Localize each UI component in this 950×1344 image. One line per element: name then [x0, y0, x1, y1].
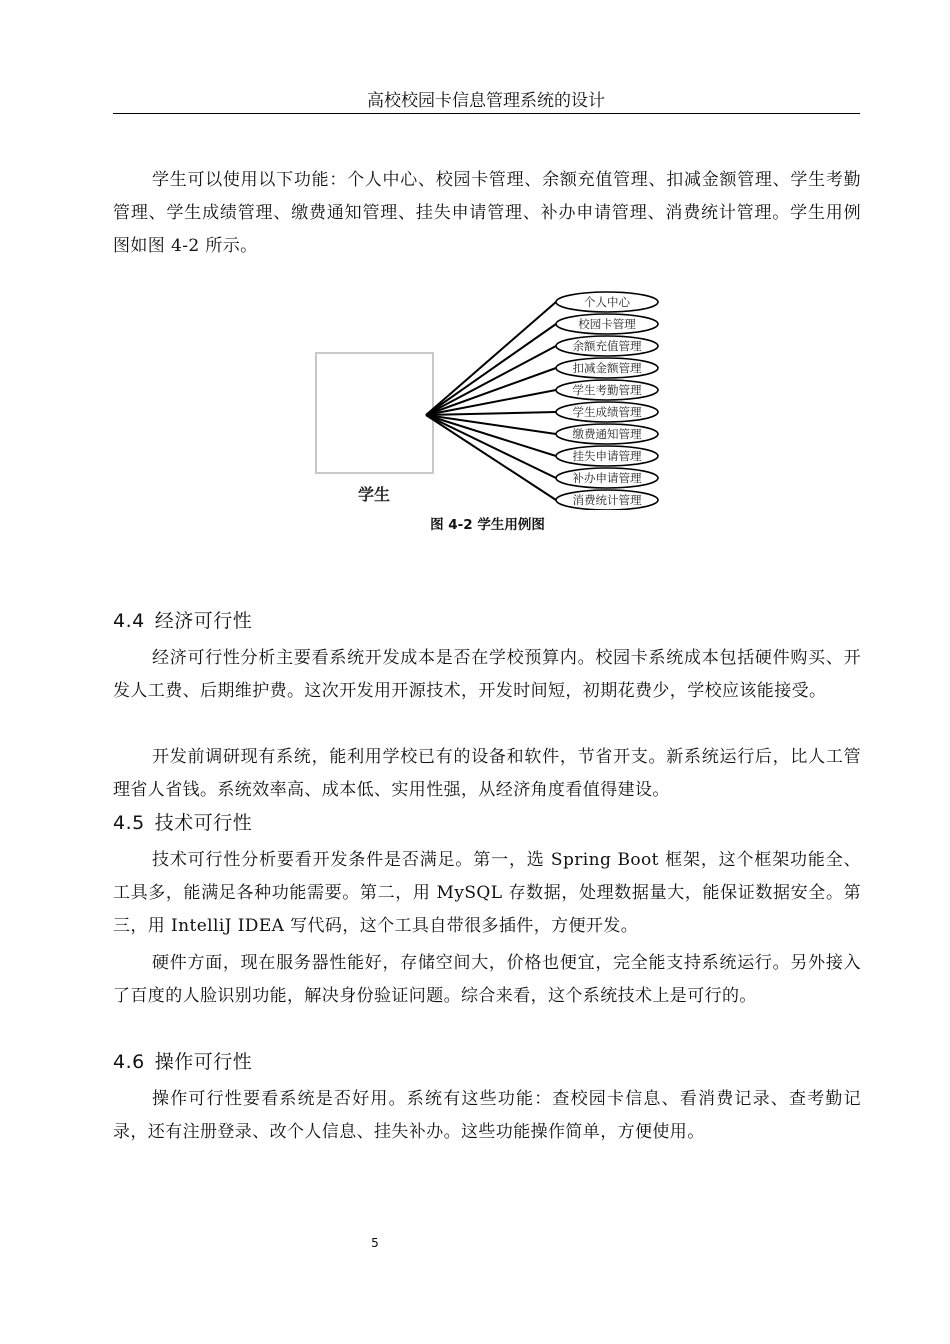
intro-paragraph: 学生可以使用以下功能：个人中心、校园卡管理、余额充值管理、扣减金额管理、学生考勤管理、学生成绩管理、缴费通知管理、挂失申请管理、补办申请管理、消费统计管理。学生用例图如图 4-2 所示。 [113, 170, 861, 256]
actor-label: 学生 [357, 485, 391, 504]
use-case-oval [556, 402, 658, 422]
section-title: 操作可行性 [154, 1051, 253, 1073]
page-header-title: 高校校园卡信息管理系统的设计 [367, 91, 605, 111]
use-case-oval [556, 490, 658, 510]
section-4-6-paragraph-1: 操作可行性要看系统是否好用。系统有这些功能：查校园卡信息、看消费记录、查考勤记录，还有注册登录、改个人信息、挂失补办。这些功能操作简单，方便使用。 [113, 1089, 861, 1142]
use-case-label: 挂失申请管理 [572, 449, 642, 463]
use-case-label: 补办申请管理 [572, 471, 642, 485]
use-case-label: 余额充值管理 [572, 339, 642, 353]
section-heading-4-6 [113, 1049, 252, 1075]
section-number: 4.4 [113, 610, 145, 632]
use-case-oval [556, 358, 658, 378]
use-case-label: 消费统计管理 [572, 493, 642, 507]
use-case-oval [556, 468, 658, 488]
use-case-label: 缴费通知管理 [572, 427, 642, 441]
use-case-diagram [300, 285, 680, 510]
association-line [426, 368, 556, 415]
figure-caption: 图 4-2 学生用例图 [430, 517, 545, 533]
use-case-oval [556, 446, 658, 466]
association-line [426, 415, 556, 456]
association-line [426, 346, 556, 415]
header-rule [113, 113, 860, 114]
page-number: 5 [371, 1236, 379, 1250]
use-case-oval [556, 314, 658, 334]
use-case-label: 扣减金额管理 [572, 361, 642, 375]
section-title: 技术可行性 [154, 812, 253, 834]
association-line [426, 412, 556, 415]
use-case-ovals [556, 292, 658, 510]
section-heading-4-5 [113, 810, 252, 836]
association-line [426, 324, 556, 415]
section-title: 经济可行性 [154, 610, 253, 632]
use-case-figure [300, 285, 680, 545]
use-case-label: 学生考勤管理 [572, 383, 642, 397]
use-case-oval [556, 380, 658, 400]
section-4-5-paragraph-2: 硬件方面，现在服务器性能好，存储空间大，价格也便宜，完全能支持系统运行。另外接入了百度的人脸识别功能，解决身份验证问题。综合来看，这个系统技术上是可行的。 [113, 953, 861, 1006]
section-number: 4.5 [113, 812, 145, 834]
section-heading-4-4 [113, 608, 252, 634]
use-case-oval [556, 292, 658, 312]
use-case-label: 个人中心 [584, 295, 630, 309]
actor-box [316, 353, 433, 473]
association-line [426, 302, 556, 415]
use-case-oval [556, 336, 658, 356]
use-case-oval [556, 424, 658, 444]
use-case-label: 校园卡管理 [578, 317, 636, 331]
section-4-4-paragraph-2: 开发前调研现有系统，能利用学校已有的设备和软件，节省开支。新系统运行后，比人工管理省人省钱。系统效率高、成本低、实用性强，从经济角度看值得建设。 [113, 747, 861, 800]
use-case-label: 学生成绩管理 [572, 405, 642, 419]
section-4-4-paragraph-1: 经济可行性分析主要看系统开发成本是否在学校预算内。校园卡系统成本包括硬件购买、开发人工费、后期维护费。这次开发用开源技术，开发时间短，初期花费少，学校应该能接受。 [113, 648, 861, 701]
section-number: 4.6 [113, 1051, 145, 1073]
association-lines [426, 302, 556, 500]
section-4-5-paragraph-1: 技术可行性分析要看开发条件是否满足。第一，选 Spring Boot 框架，这个框架功能全、工具多，能满足各种功能需要。第二，用 MySQL 存数据，处理数据量大，能保证数据安全。第三，用 IntelliJ IDEA 写代码，这个工具自带很多插件，方便开发。 [113, 850, 861, 936]
association-line [426, 415, 556, 500]
